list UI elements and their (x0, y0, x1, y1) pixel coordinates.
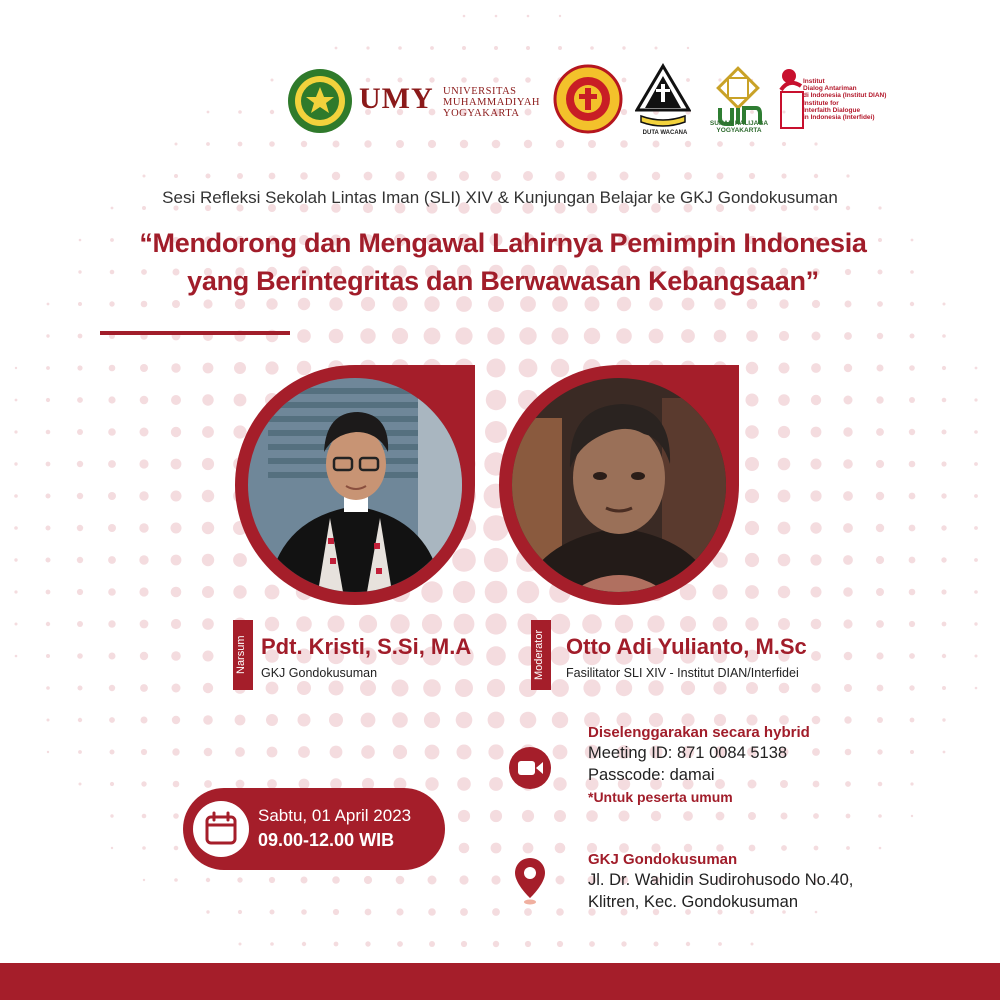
ukdw-seal-logo (553, 64, 623, 134)
headline-line: “Mendorong dan Mengawal Lahirnya Pemimpin Indonesia (139, 228, 867, 258)
role-tag-moderator: Moderator (531, 620, 551, 690)
umy-wordmark: UMY (359, 82, 434, 115)
headline-line: yang Berintegritas dan Berwawasan Kebangsaan” (187, 266, 819, 296)
event-headline (98, 224, 908, 300)
uin-label-line: YOGYAKARTA (716, 127, 762, 134)
uin-label (705, 120, 773, 134)
public-note: *Untuk peserta umum (588, 789, 733, 805)
umy-sub-line: MUHAMMADIYAH (443, 97, 541, 108)
institut-dian-label (803, 78, 913, 121)
dian-label-line: Institut (803, 78, 825, 85)
speaker-photo-frame-1 (233, 363, 478, 608)
dian-label-line: in Indonesia (Interfidei) (803, 114, 875, 122)
venue-address-line-1: Jl. Dr. Wahidin Sudirohusodo No.40, (588, 871, 854, 889)
dian-label-line: Interfaith Dialogue (803, 106, 861, 114)
duta-wacana-label: DUTA WACANA (642, 130, 688, 136)
speaker-portrait-1 (248, 378, 462, 592)
speaker-photo-1 (248, 378, 462, 592)
umy-sub-line: YOGYAKARTA (443, 108, 520, 119)
calendar-icon-circle (193, 801, 249, 857)
event-date: Sabtu, 01 April 2023 (258, 806, 412, 825)
speaker-affiliation-1: GKJ Gondokusuman (261, 666, 378, 680)
calendar-icon (193, 801, 249, 857)
video-camera-icon (509, 747, 551, 789)
duta-wacana-logo (635, 60, 691, 138)
partner-logos (285, 60, 905, 140)
event-subtitle: Sesi Refleksi Sekolah Lintas Iman (SLI) XIV & Kunjungan Belajar ke GKJ Gondokusuman (162, 188, 838, 207)
venue-address-line-2: Klitren, Kec. Gondokusuman (588, 893, 799, 911)
speaker-portrait-2 (512, 378, 726, 592)
location-pin-icon (513, 856, 547, 906)
speaker-affiliation-2: Fasilitator SLI XIV - Institut DIAN/Interfidei (566, 666, 799, 680)
venue-name: GKJ Gondokusuman (588, 851, 738, 868)
umy-seal-logo (287, 68, 353, 134)
hybrid-title: Diselenggarakan secara hybrid (588, 724, 810, 741)
footer-bar (0, 963, 1000, 1000)
umy-subtitle (443, 86, 540, 119)
speaker-name-1: Pdt. Kristi, S.Si, M.A (261, 634, 472, 659)
role-tag-narsum: Narsum (233, 620, 253, 690)
date-time-badge (183, 788, 445, 870)
uin-label-line: SUNAN KALIJAGA (709, 120, 769, 127)
speaker-name-2: Otto Adi Yulianto, M.Sc (566, 634, 807, 659)
speaker-photo-frame-2 (497, 363, 742, 608)
umy-sub-line: UNIVERSITAS (443, 86, 517, 97)
passcode: Passcode: damai (588, 766, 715, 784)
meeting-id: Meeting ID: 871 0084 5138 (588, 744, 788, 762)
title-underline (100, 331, 290, 335)
dian-label-line: Dialog Antariman (803, 85, 857, 93)
speaker-photo-2 (512, 378, 726, 592)
dian-label-line: Institute for (803, 99, 839, 107)
event-time: 09.00-12.00 WIB (258, 830, 395, 850)
dian-label-line: di Indonesia (Institut DIAN) (803, 92, 887, 100)
